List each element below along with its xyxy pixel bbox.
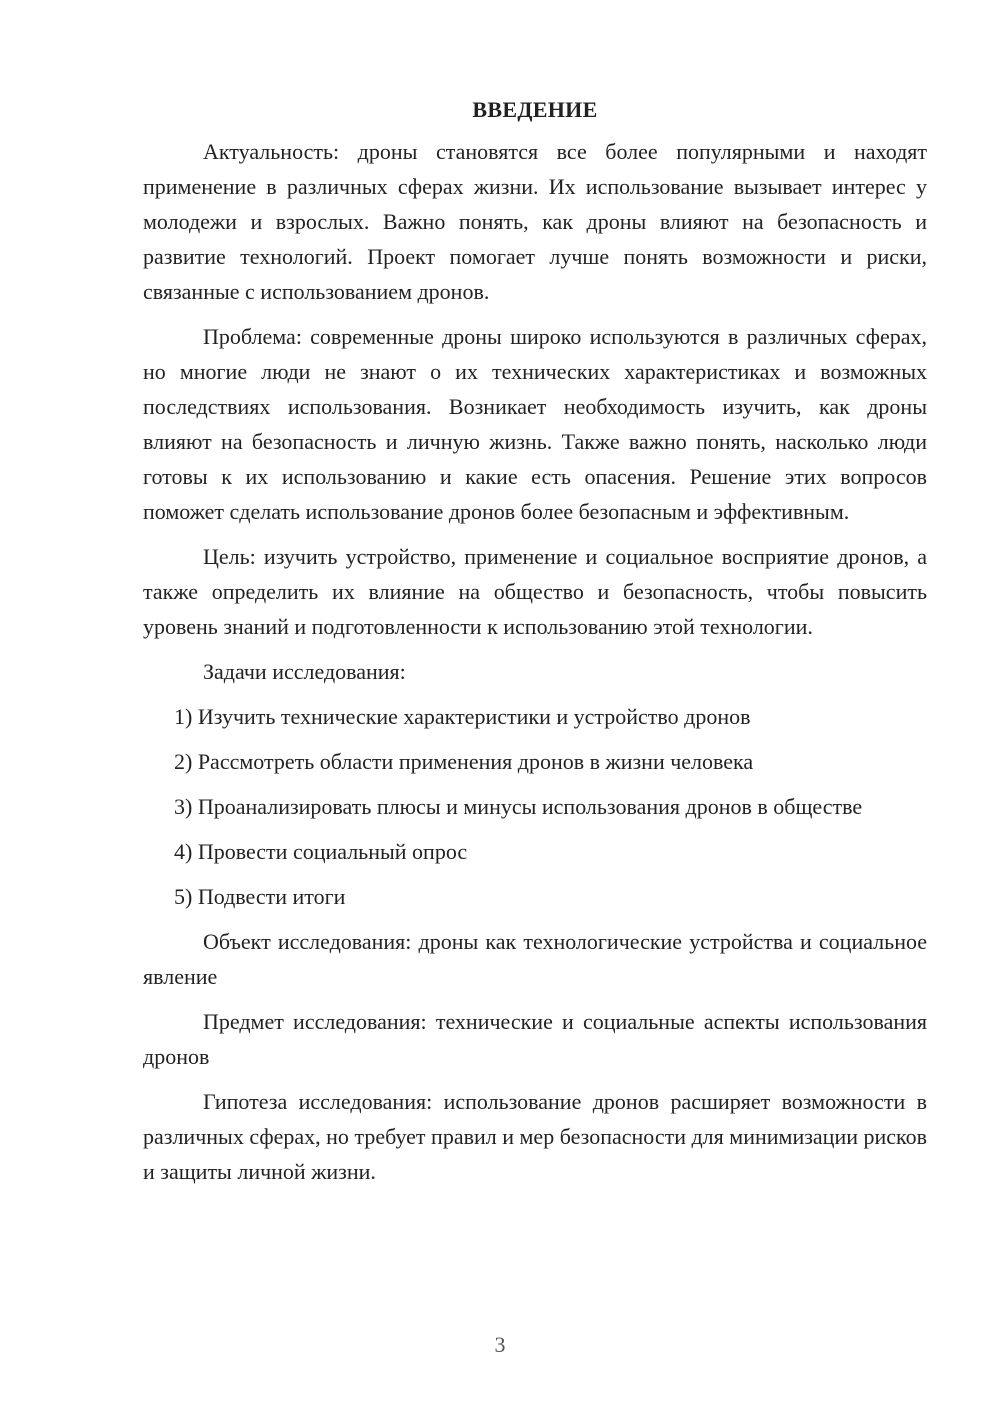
page-title: ВВЕДЕНИЕ — [472, 97, 598, 122]
task-item-5: 5) Подвести итоги — [174, 884, 346, 909]
task-item-1: 1) Изучить технические характеристики и устройство дронов — [174, 704, 751, 729]
paragraph-hypothesis: Гипотеза исследования: использование дронов расширяет возможности в различных сферах, но требует правил и мер безопасности для минимизации рисков и защиты личной жизни. — [143, 1089, 927, 1184]
paragraph-tasks-heading: Задачи исследования: — [203, 659, 406, 684]
paragraph-subject: Предмет исследования: технические и социальные аспекты использования дронов — [143, 1009, 927, 1069]
paragraph-problem: Проблема: современные дроны широко используются в различных сферах, но многие люди не знают о их технических характеристиках и возможных последствиях использования. Возникает необходимость изучить, как дроны влияют на безопасность и личную жизнь. Также важно понять, насколько люди готовы к их использованию и какие есть опасения. Решение этих вопросов поможет сделать использование дронов более безопасным и эффективным. — [143, 324, 927, 524]
paragraph-relevance: Актуальность: дроны становятся все более популярными и находят применение в различных сферах жизни. Их использование вызывает интерес у молодежи и взрослых. Важно понять, как дроны влияют на безопасность и развитие технологий. Проект помогает лучше понять возможности и риски, связанные с использованием дронов. — [143, 139, 927, 304]
page-content — [143, 92, 927, 1199]
task-item-3: 3) Проанализировать плюсы и минусы использования дронов в обществе — [174, 794, 863, 819]
paragraph-object: Объект исследования: дроны как технологические устройства и социальное явление — [143, 929, 927, 989]
paragraph-goal: Цель: изучить устройство, применение и социальное восприятие дронов, а также определить их влияние на общество и безопасность, чтобы повысить уровень знаний и подготовленности к использованию этой технологии. — [143, 544, 927, 639]
page-number: 3 — [494, 1332, 506, 1357]
task-item-2: 2) Рассмотреть области применения дронов в жизни человека — [174, 749, 754, 774]
task-item-4: 4) Провести социальный опрос — [174, 839, 468, 864]
